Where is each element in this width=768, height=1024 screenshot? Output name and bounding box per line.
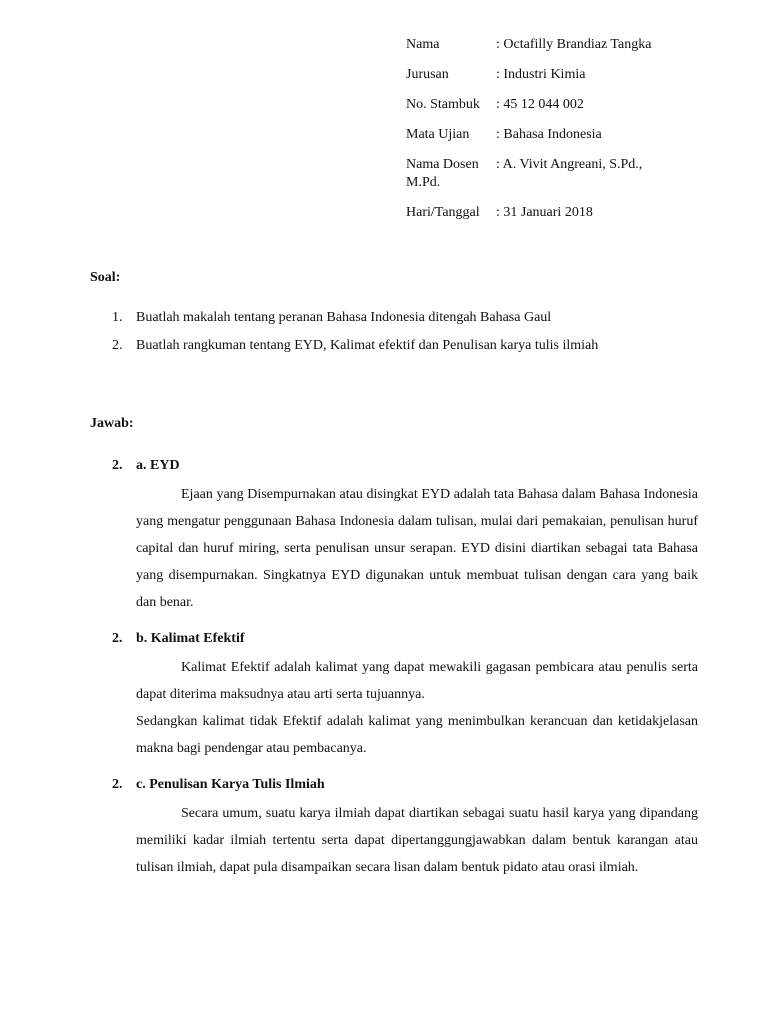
info-row-tanggal <box>406 204 706 222</box>
info-label: Nama <box>406 37 440 52</box>
soal-heading: Soal: <box>90 270 121 285</box>
student-info-table <box>406 36 706 234</box>
list-item <box>112 309 712 327</box>
info-value: : 45 12 044 002 <box>496 97 584 112</box>
info-value: : A. Vivit Angreani, S.Pd., <box>496 157 643 172</box>
info-label: Jurusan <box>406 67 449 82</box>
answer-paragraph: Kalimat Efektif adalah kalimat yang dapat mewakili gagasan pembicara atau penulis serta dapat diterima maksudnya atau arti serta tujuannya. <box>136 660 698 702</box>
answer-number: 2. <box>112 777 123 792</box>
answer-number: 2. <box>112 458 123 473</box>
answer-number: 2. <box>112 631 123 646</box>
info-value: : Bahasa Indonesia <box>496 127 602 142</box>
answer-heading <box>112 457 698 475</box>
info-label: Mata Ujian <box>406 127 470 142</box>
info-value: : Industri Kimia <box>496 67 586 82</box>
answer-paragraph: Sedangkan kalimat tidak Efektif adalah kalimat yang menimbulkan kerancuan dan ketidakjelasan makna bagi pendengar atau pembacanya. <box>136 714 698 756</box>
info-label: Hari/Tanggal <box>406 205 480 220</box>
question-list <box>112 309 712 365</box>
info-row-dosen <box>406 156 706 192</box>
question-text: Buatlah makalah tentang peranan Bahasa Indonesia ditengah Bahasa Gaul <box>136 310 552 325</box>
answer-title: c. Penulisan Karya Tulis Ilmiah <box>136 777 325 792</box>
info-value: : Octafilly Brandiaz Tangka <box>496 37 652 52</box>
answer-paragraph: Ejaan yang Disempurnakan atau disingkat EYD adalah tata Bahasa dalam Bahasa Indonesia yang mengatur penggunaan Bahasa Indonesia dalam tulisan, mulai dari pemakaian, penulisan huruf capital dan huruf miring, serta penulisan unsur serapan. EYD disini diartikan sebagai tata Bahasa yang disempurnakan. Singkatnya EYD digunakan untuk membuat tulisan dengan cara yang baik dan benar. <box>136 487 698 610</box>
info-label: No. Stambuk <box>406 97 480 112</box>
info-row-mata-ujian <box>406 126 706 144</box>
info-label-line: Nama Dosen <box>406 157 479 172</box>
info-row-nama <box>406 36 706 54</box>
list-item <box>112 337 712 355</box>
answer-heading <box>112 630 698 648</box>
info-row-jurusan <box>406 66 706 84</box>
question-text: Buatlah rangkuman tentang EYD, Kalimat efektif dan Penulisan karya tulis ilmiah <box>136 338 599 353</box>
jawab-heading: Jawab: <box>90 416 134 431</box>
question-number: 2. <box>112 338 123 353</box>
question-number: 1. <box>112 310 123 325</box>
answer-paragraph: Secara umum, suatu karya ilmiah dapat diartikan sebagai suatu hasil karya yang dipandang memiliki kadar ilmiah tertentu serta dapat dipertanggungjawabkan dalam bentuk karangan atau tulisan ilmiah, dapat pula disampaikan secara lisan dalam bentuk pidato atau orasi ilmiah. <box>136 806 698 875</box>
answer-title: a. EYD <box>136 458 180 473</box>
answer-heading <box>112 776 698 794</box>
answer-section-eyd <box>112 457 698 616</box>
answer-section-karya-tulis <box>112 776 698 881</box>
info-label <box>406 156 496 192</box>
answer-title: b. Kalimat Efektif <box>136 631 245 646</box>
info-row-stambuk <box>406 96 706 114</box>
answer-section-kalimat-efektif <box>112 630 698 762</box>
info-label-line: M.Pd. <box>406 175 441 190</box>
info-value: : 31 Januari 2018 <box>496 205 593 220</box>
